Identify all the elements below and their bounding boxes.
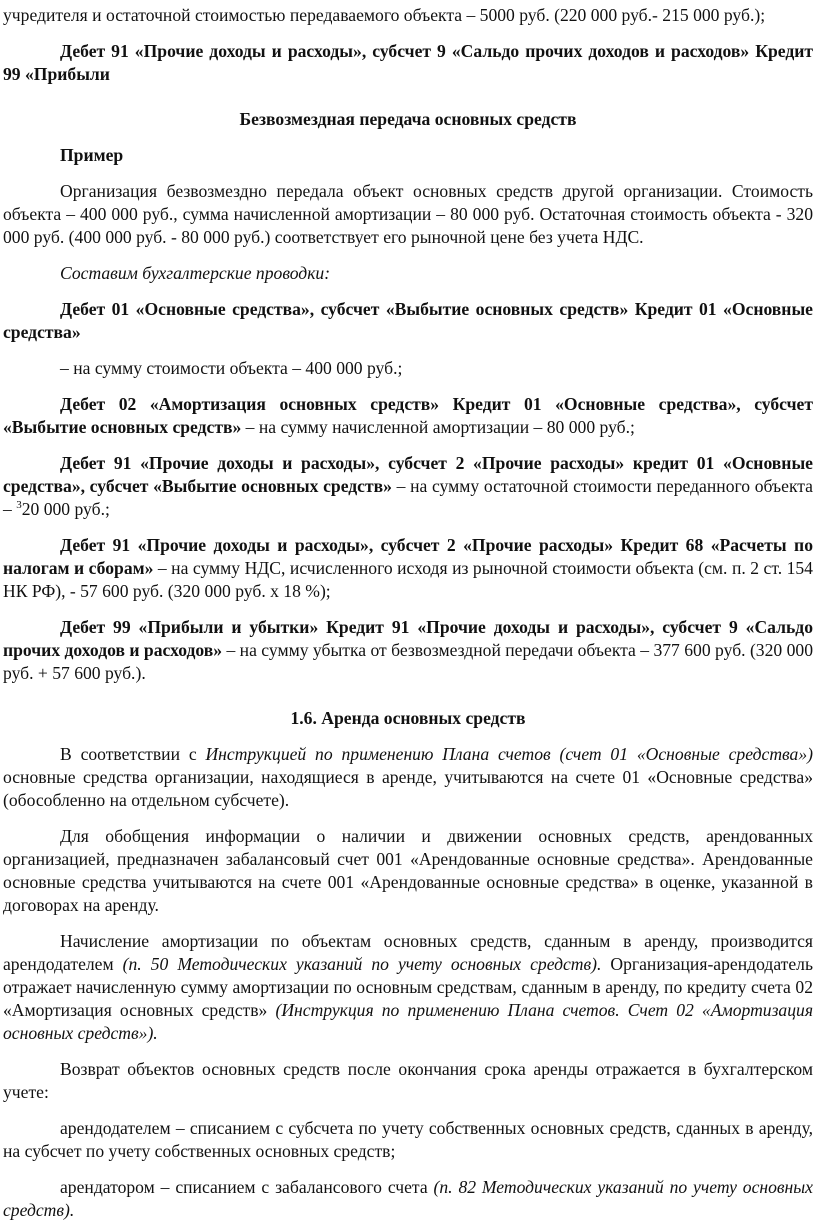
text-part: Начисление амортизации по объектам основных средств, сданным в аренду, производится арендодателем	[3, 931, 813, 974]
entry-debit-91-credit-01	[3, 452, 813, 521]
entry-plain-text: – на сумму начисленной амортизации – 80 000 руб.;	[241, 417, 635, 437]
entry-plain-text: – на сумму НДС, исчисленного исходя из рыночной стоимости объекта (см. п. 2 ст. 154 НК РФ), - 57 600 руб. (320 000 руб. х 18 %);	[3, 558, 813, 601]
heading-text: 1.6. Аренда основных средств	[290, 708, 526, 728]
entry-debit-99-credit-91	[3, 616, 813, 685]
section-heading-lease	[3, 707, 813, 730]
entry-text: Дебет 91 «Прочие доходы и расходы», субсчет 9 «Сальдо прочих доходов и расходов» Кредит 99 «Прибыли	[3, 41, 813, 84]
intro-text: Составим бухгалтерские проводки:	[60, 263, 331, 283]
paragraph-founder-value: учредителя и остаточной стоимостью передаваемого объекта – 5000 руб. (220 000 руб.- 215 000 руб.);	[3, 5, 766, 25]
entry-text: Дебет 01 «Основные средства», субсчет «Выбытие основных средств» Кредит 01 «Основные средства»	[3, 299, 813, 342]
text-part: арендатором – списанием с забалансового счета	[60, 1177, 434, 1197]
reference-italic: Инструкцией по применению Плана счетов (счет 01 «Основные средства»)	[205, 744, 813, 764]
paragraph-example-description: Организация безвозмездно передала объект основных средств другой организации. Стоимость объекта – 400 000 руб., сумма начисленной амортизации – 80 000 руб. Остаточная стоимость объекта - 320 000 руб. (400 000 руб. - 80 000 руб.) соответствует его рыночной цене без учета НДС.	[3, 181, 813, 247]
paragraph-lease-accounting	[3, 743, 813, 812]
footnote-marker: 3	[16, 499, 22, 511]
entry-bold-text: Дебет 91 «Прочие доходы и расходы», субсчет 2 «Прочие расходы» кредит 01 «Основные средства», субсчет «Выбытие основных средств»	[3, 453, 813, 496]
entry-debit-02-credit-01	[3, 393, 813, 439]
paragraph-entries-intro	[3, 262, 813, 285]
entry-debit-91-credit-99	[3, 40, 813, 86]
paragraph-depreciation	[3, 930, 813, 1045]
text-part: Организация-арендодатель отражает начисленную сумму амортизации по основным средствам, сданным в аренду, по кредиту счета 02 «Амортизация основных средств»	[3, 954, 813, 1020]
example-text: Пример	[60, 145, 124, 165]
entry-bold-text: Дебет 99 «Прибыли и убытки» Кредит 91 «Прочие доходы и расходы», субсчет 9 «Сальдо прочих доходов и расходов»	[3, 617, 813, 660]
example-label	[3, 144, 813, 167]
entry-debit-91-credit-68	[3, 534, 813, 603]
entry-debit-01-credit-01	[3, 298, 813, 344]
section-heading-free-transfer	[3, 108, 813, 131]
paragraph-offbalance-account: Для обобщения информации о наличии и движении основных средств, арендованных организацией, предназначен забалансовый счет 001 «Арендованные основные средства». Арендованные основные средства учитываются на счете 001 «Арендованные основные средства» в оценке, указанной в договорах на аренду.	[3, 826, 813, 915]
entry-amount-cost: – на сумму стоимости объекта – 400 000 руб.;	[60, 358, 403, 378]
entry-amount: 20 000 руб.;	[21, 499, 110, 519]
entry-plain-text: – на сумму убытка от безвозмездной передачи объекта – 377 600 руб. (320 000 руб. + 57 600 руб.).	[3, 640, 813, 683]
entry-bold-text: Дебет 02 «Амортизация основных средств» Кредит 01 «Основные средства», субсчет «Выбытие основных средств»	[3, 394, 813, 437]
paragraph-lessee	[3, 1176, 813, 1222]
heading-text: Безвозмездная передача основных средств	[239, 109, 577, 129]
reference-italic: (Инструкция по применению Плана счетов. Счет 02 «Амортизация основных средств»).	[3, 1000, 814, 1043]
paragraph-lessor: арендодателем – списанием с субсчета по учету собственных основных средств, сданных в аренду, на субсчет по учету собственных основных средств;	[3, 1118, 813, 1161]
entry-plain-text: – на сумму остаточной стоимости переданного объекта –	[3, 476, 813, 519]
paragraph-return-of-assets: Возврат объектов основных средств после окончания срока аренды отражается в бухгалтерском учете:	[3, 1059, 813, 1102]
entry-bold-text: Дебет 91 «Прочие доходы и расходы», субсчет 2 «Прочие расходы» Кредит 68 «Расчеты по налогам и сборам»	[3, 535, 813, 578]
reference-italic: (п. 50 Методических указаний по учету основных средств).	[122, 954, 602, 974]
text-part: В соответствии с	[60, 744, 206, 764]
text-part: основные средства организации, находящиеся в аренде, учитываются на счете 01 «Основные средства» (обособленно на отдельном субсчете).	[3, 767, 813, 810]
reference-italic: (п. 82 Методических указаний по учету основных средств).	[3, 1177, 813, 1220]
